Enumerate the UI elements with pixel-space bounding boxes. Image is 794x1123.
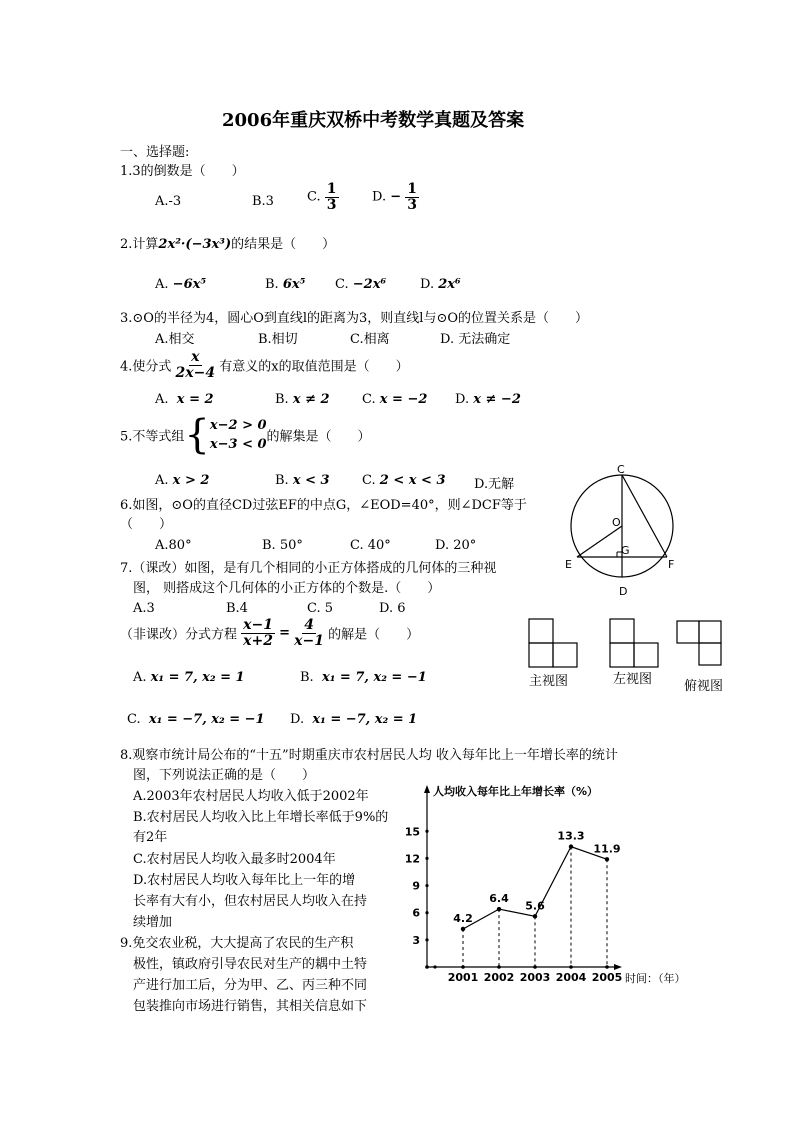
q6-option-d: D. 20° (435, 538, 477, 553)
circle-diagram (555, 460, 685, 600)
data-point-2004 (569, 844, 573, 848)
y-tick-9 (425, 884, 428, 887)
q4-stem: 4.使分式 $\frac{x}{2x-4}$ 有意义的x的取值范围是（ ） (120, 349, 409, 381)
q4-option-b: B. x ≠ 2 (275, 392, 330, 407)
x-tick-label-2004: 2004 (555, 971, 587, 984)
y-axis-arrow (424, 785, 430, 793)
x-tick-label-2005: 2005 (591, 971, 623, 984)
y-tick-6 (425, 911, 428, 914)
q2-option-a: A. −6x⁵ (155, 277, 207, 292)
q8-line2: 图，下列说法正确的是（ ） (133, 768, 316, 783)
q7-option-a: A.3 (133, 601, 155, 616)
x-tick-2003 (533, 965, 537, 969)
q6-stem: 6.如图，⊙O的直径CD过弦EF的中点G，∠EOD=40°，则∠DCF等于 (120, 498, 527, 513)
data-point-2002 (497, 907, 501, 911)
q7-alt-option-a: A. x₁ = 7, x₂ = 1 (133, 670, 245, 685)
label-e: E (565, 558, 572, 571)
data-point-2005 (605, 857, 609, 861)
three-views-figure (525, 615, 735, 695)
x-tick-2005 (605, 965, 609, 969)
q2-option-b: B. 6x⁵ (265, 277, 306, 292)
q8-option-b2: 有2年 (133, 830, 168, 845)
q9-line4: 包装推向市场进行销售，其相关信息如下 (133, 999, 368, 1014)
chart-title: 人均收入每年比上年增长率（%） (433, 785, 599, 798)
q7-alt-option-b: B. x₁ = 7, x₂ = −1 (300, 670, 427, 685)
y-tick-3 (425, 938, 428, 941)
q5-option-b: B. x < 3 (275, 473, 330, 488)
q2-option-c: C. −2x⁶ (335, 277, 387, 292)
label-front-view: 主视图 (529, 674, 569, 689)
chart-x-axis-label: 时间：（年） (625, 972, 686, 985)
label-g: G (621, 544, 630, 557)
q6-option-a: A.80° (155, 538, 192, 553)
page-title: 2006年重庆双桥中考数学真题及答案 (222, 110, 525, 131)
y-tick-12 (425, 857, 428, 860)
q3-option-b: B.相切 (258, 332, 298, 347)
q2-stem: 2.计算2x²·(−3x³)的结果是（ ） (120, 237, 336, 252)
q8-option-a: A.2003年农村居民人均收入低于2002年 (133, 789, 369, 804)
q9-line2: 极性，镇政府引导农民对生产的耦中土特 (133, 957, 368, 972)
y-tick-label-3: 3 (412, 933, 420, 947)
section-heading: 一、选择题: (120, 145, 190, 160)
y-tick-label-9: 9 (412, 879, 420, 893)
q7-alt-stem: （非课改）分式方程 $\frac{x-1}{x+2}$ = $\frac{4}{x-1}$ 的解是（ ） (120, 617, 420, 649)
y-tick-label-6: 6 (412, 906, 420, 920)
q6-option-b: B. 50° (262, 538, 303, 553)
q2-option-d: D. 2x⁶ (420, 277, 461, 292)
growth-rate-chart (400, 775, 700, 990)
q4-option-c: C. x = −2 (362, 392, 428, 407)
segment-oe (577, 526, 622, 557)
y-tick-label-12: 12 (404, 852, 420, 866)
origin-offset-dot (433, 965, 436, 968)
data-label-2001: 4.2 (453, 911, 473, 925)
q1-option-c: C. $\frac{1}{3}$ (307, 181, 337, 213)
x-tick-2004 (569, 965, 573, 969)
q7-option-b: B.4 (226, 601, 248, 616)
q7-option-c: C. 5 (307, 601, 334, 616)
data-label-2002: 6.4 (489, 892, 509, 906)
label-top-view: 俯视图 (684, 679, 724, 694)
q1-option-d: D. − $\frac{1}{3}$ (372, 181, 418, 213)
q9-line1: 9.免交农业税，大大提高了农民的生产积 (120, 936, 354, 951)
x-tick-label-2002: 2002 (483, 971, 515, 984)
label-c: C (617, 463, 625, 476)
y-tick-label-15: 15 (404, 825, 420, 839)
q5-option-d: D.无解 (474, 477, 515, 492)
front-view (529, 619, 577, 667)
x-tick-2001 (461, 965, 465, 969)
y-tick-15 (425, 830, 428, 833)
q4-option-a: A. x = 2 (155, 392, 214, 407)
top-view (677, 621, 721, 665)
x-tick-label-2003: 2003 (519, 971, 551, 984)
data-label-2004: 13.3 (557, 829, 585, 843)
q8-line1: 8.观察市统计局公布的“十五”时期重庆市农村居民人均 收入每年比上一年增长率的统计 (120, 748, 618, 763)
q8-option-d2: 长率有大有小，但农村居民人均收入在持 (133, 894, 368, 909)
q7-alt-option-d: D. x₁ = −7, x₂ = 1 (290, 712, 418, 727)
origin-dot (425, 965, 429, 969)
x-tick-2002 (497, 965, 501, 969)
q8-option-d3: 续增加 (133, 915, 173, 930)
q8-option-d1: D.农村居民人均收入每年比上一年的增 (133, 873, 356, 888)
data-label-2005: 11.9 (593, 842, 621, 856)
q9-line3: 产进行加工后，分为甲、乙、丙三种不同 (133, 978, 368, 993)
q8-option-b1: B.农村居民人均收入比上年增长率低于9%的 (133, 810, 389, 825)
q5-option-c: C. 2 < x < 3 (362, 473, 446, 488)
label-d: D (619, 585, 628, 598)
q3-option-c: C.相离 (350, 332, 390, 347)
q7-line2: 图， 则搭成这个几何体的小正方体的个数是.（ ） (133, 581, 441, 596)
q7-alt-option-c: C. x₁ = −7, x₂ = −1 (127, 712, 265, 727)
q6-option-c: C. 40° (350, 538, 391, 553)
label-f: F (668, 558, 675, 571)
x-tick-label-2001: 2001 (447, 971, 479, 984)
data-label-2003: 5.6 (525, 899, 545, 913)
q3-stem: 3.⊙O的半径为4，圆心O到直线l的距离为3，则直线l与⊙O的位置关系是（ ） (120, 311, 589, 326)
data-point-2003 (533, 914, 537, 918)
q6-paren: （ ） (120, 517, 173, 532)
q7-line1: 7.（课改）如图，是有几个相同的小正方体搭成的几何体的三种视 (120, 561, 497, 576)
left-view (610, 619, 658, 667)
q7-option-d: D. 6 (379, 601, 406, 616)
x-axis-arrow (614, 964, 622, 970)
label-left-view: 左视图 (613, 672, 653, 687)
q5-option-a: A. x > 2 (155, 473, 210, 488)
q1-option-a: A.-3 (155, 194, 182, 209)
q5-stem: 5.不等式组 { x−2 > 0 x−3 < 0 的解集是（ ） (120, 412, 371, 458)
q3-option-a: A.相交 (155, 332, 195, 347)
q3-option-d: D. 无法确定 (440, 332, 511, 347)
data-point-2001 (461, 927, 465, 931)
q1-stem: 1.3的倒数是（ ） (120, 164, 245, 179)
q1-option-b: B.3 (252, 194, 274, 209)
q4-option-d: D. x ≠ −2 (455, 392, 521, 407)
label-o: O (612, 516, 621, 529)
q8-option-c: C.农村居民人均收入最多时2004年 (133, 852, 336, 867)
